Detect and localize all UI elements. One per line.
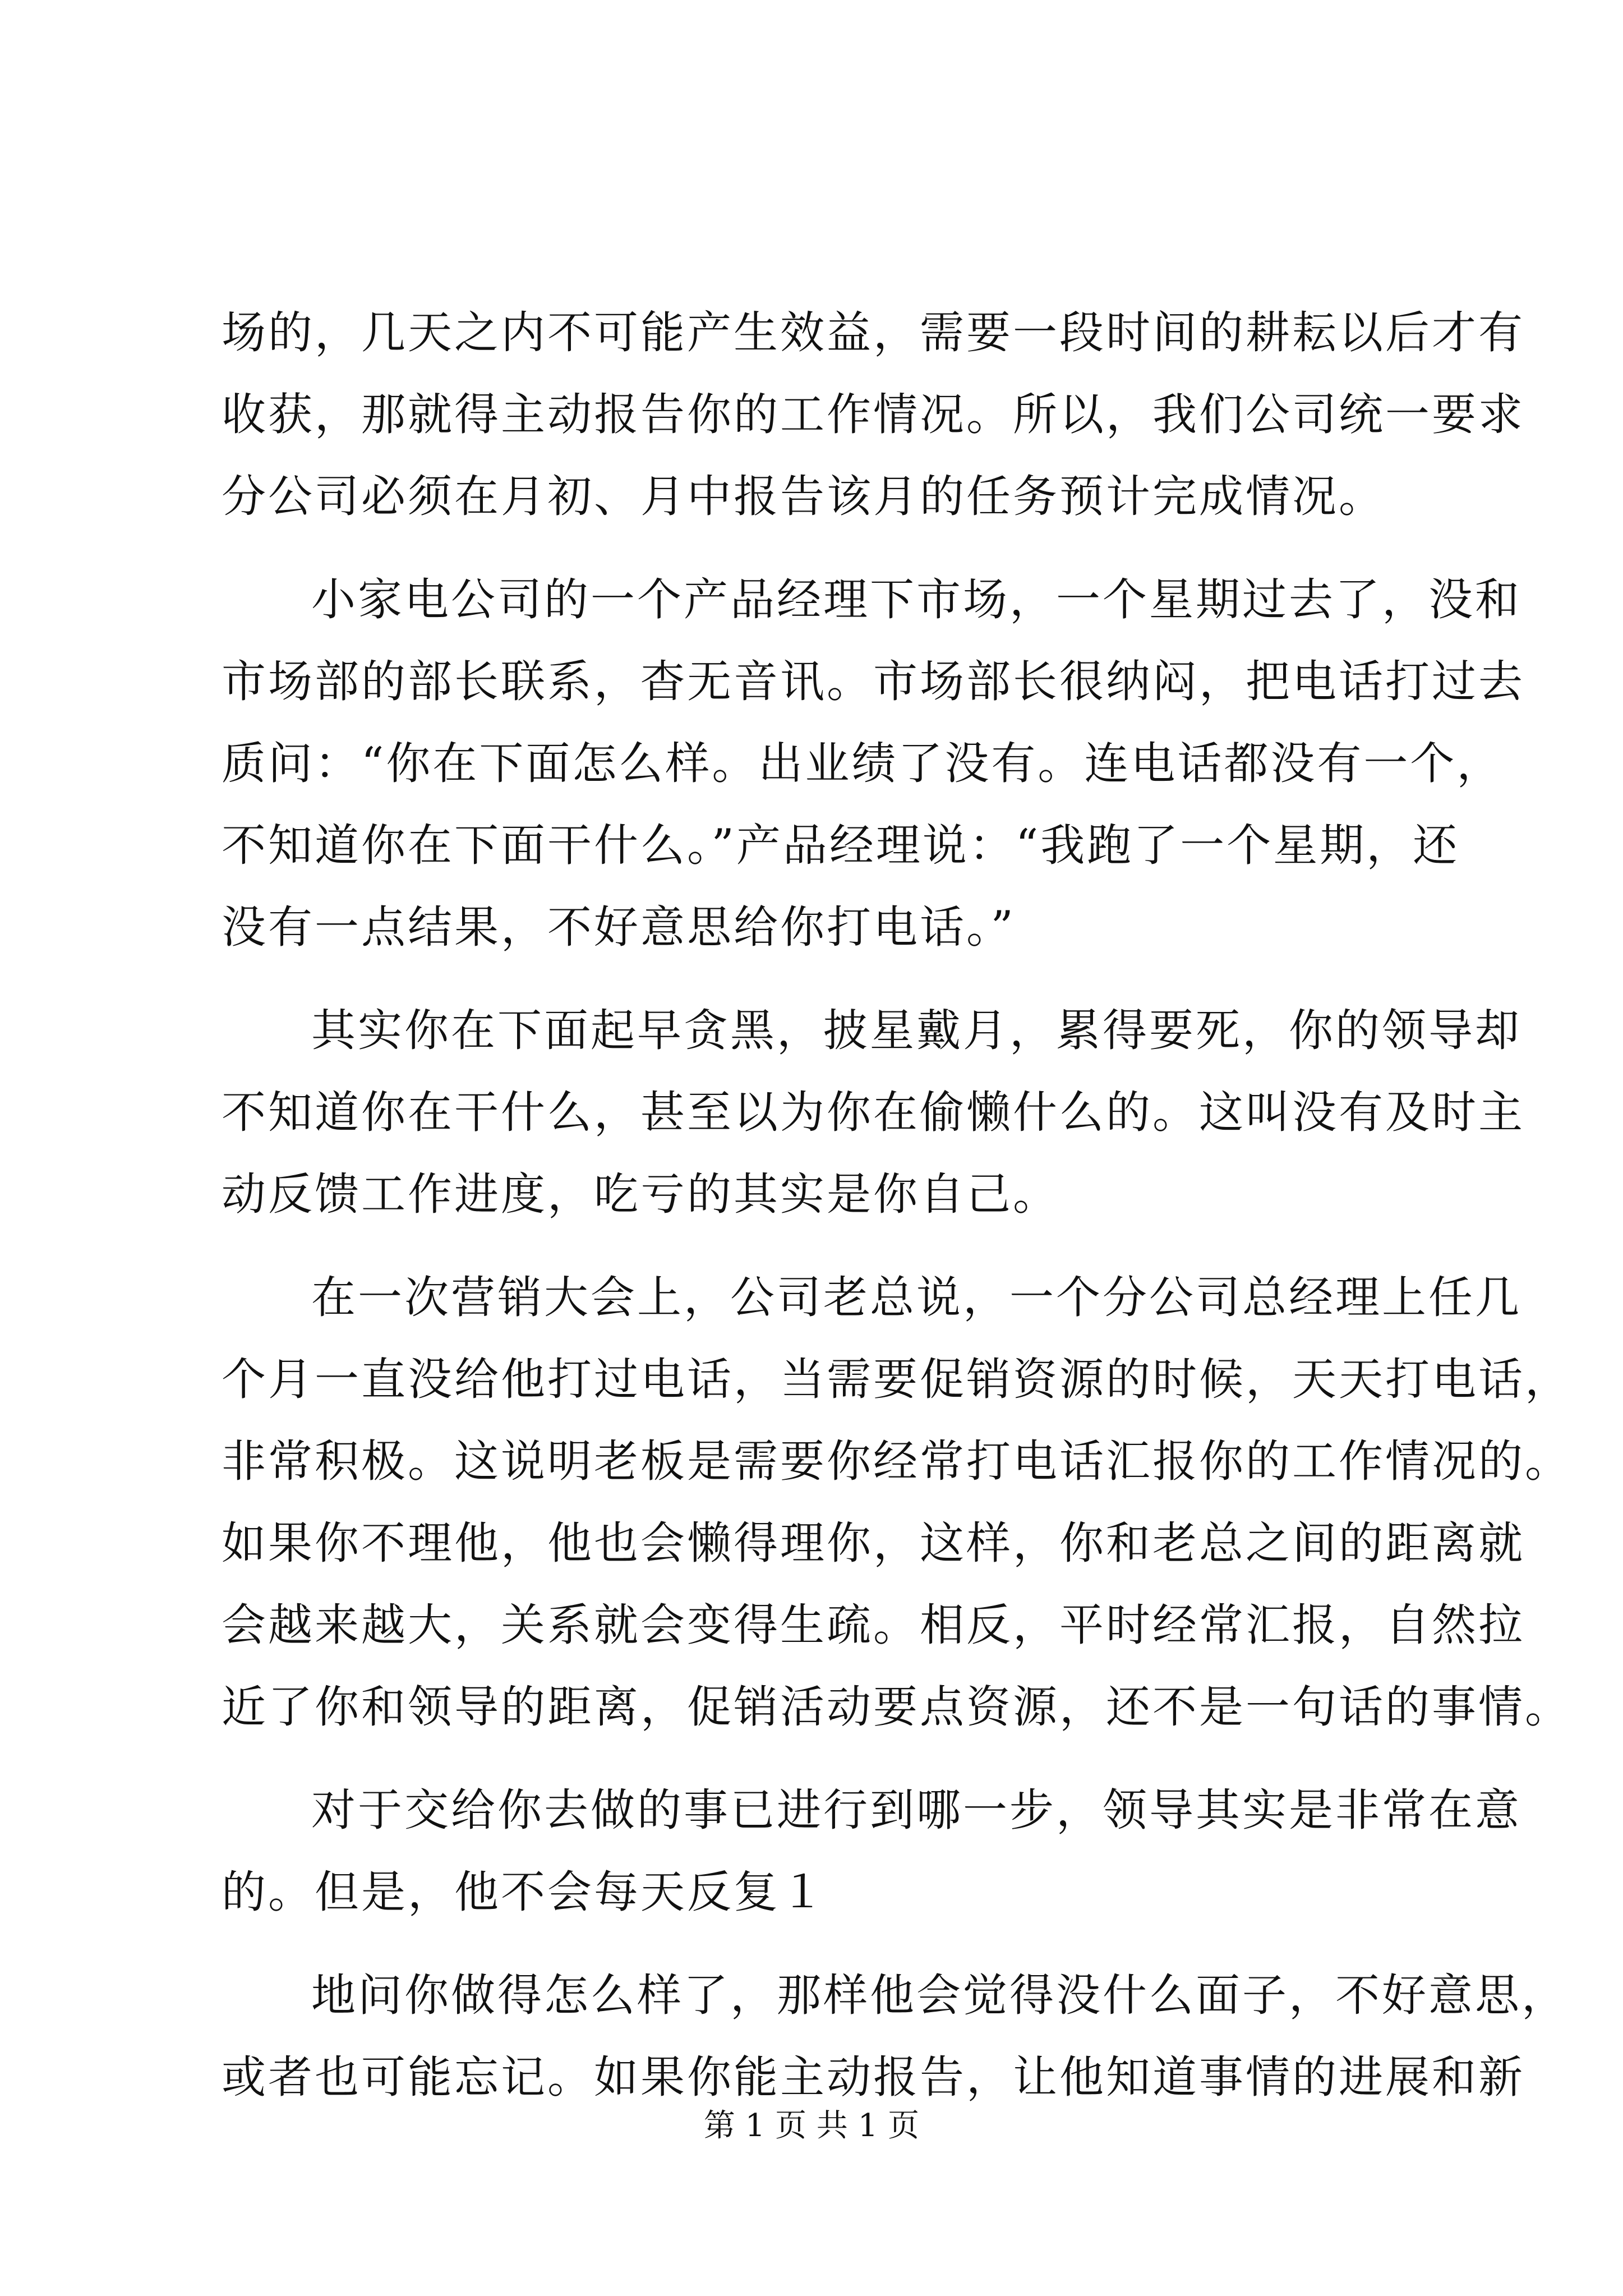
text-line: 个月一直没给他打过电话，当需要促销资源的时候，天天打电话， — [222, 1354, 1571, 1405]
text-line: 市场部的部长联系，杳无音讯。市场部长很纳闷，把电话打过去 — [222, 656, 1525, 707]
paragraph-start-line: 地问你做得怎么样了，那样他会觉得没什么面子，不好意思， — [311, 1970, 1568, 2021]
page-footer: 第 1 页 共 1 页 — [703, 2108, 920, 2144]
paragraph-start-line: 小家电公司的一个产品经理下市场，一个星期过去了，没和 — [311, 574, 1521, 625]
text-line: 不知道你在下面干什么。”产品经理说：“我跑了一个星期，还 — [222, 820, 1460, 871]
text-line: 近了你和领导的距离，促销活动要点资源，还不是一句话的事情。 — [222, 1681, 1571, 1733]
text-line: 没有一点结果，不好意思给你打电话。” — [222, 901, 1016, 953]
paragraph-start-line: 对于交给你去做的事已进行到哪一步，领导其实是非常在意 — [311, 1784, 1521, 1836]
text-line: 非常积极。这说明老板是需要你经常打电话汇报你的工作情况的。 — [222, 1435, 1571, 1487]
text-line: 或者也可能忘记。如果你能主动报告，让他知道事情的进展和新 — [222, 2051, 1525, 2103]
text-line: 质问：“你在下面怎么样。出业绩了没有。连电话都没有一个， — [222, 738, 1504, 789]
text-line: 分公司必须在月初、月中报告该月的任务预计完成情况。 — [222, 471, 1385, 522]
body-text — [222, 292, 1571, 2118]
text-line: 收获，那就得主动报告你的工作情况。所以，我们公司统一要求 — [222, 389, 1525, 440]
text-line: 不知道你在干什么，甚至以为你在偷懒什么的。这叫没有及时主 — [222, 1087, 1525, 1138]
text-line: 场的，几天之内不可能产生效益，需要一段时间的耕耘以后才有 — [222, 307, 1525, 358]
paragraph-start-line: 在一次营销大会上，公司老总说，一个分公司总经理上任几 — [311, 1272, 1521, 1323]
text-line: 如果你不理他，他也会懒得理你，这样，你和老总之间的距离就 — [222, 1517, 1525, 1569]
paragraph-start-line: 其实你在下面起早贪黑，披星戴月，累得要死，你的领导却 — [311, 1005, 1521, 1056]
text-line: 动反馈工作进度，吃亏的其实是你自己。 — [222, 1168, 1059, 1220]
text-line: 会越来越大，关系就会变得生疏。相反，平时经常汇报，自然拉 — [222, 1599, 1525, 1651]
text-line: 的。但是，他不会每天反复１ — [222, 1866, 827, 1918]
